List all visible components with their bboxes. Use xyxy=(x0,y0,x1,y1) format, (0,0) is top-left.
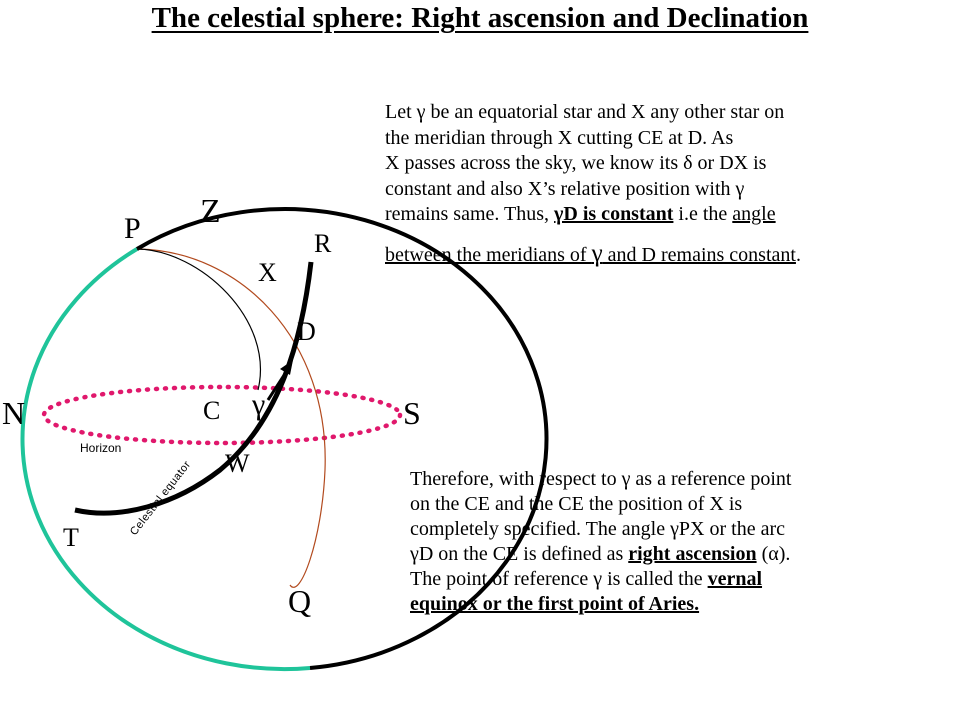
meridian-through-x xyxy=(137,249,260,390)
label-n: N xyxy=(2,395,26,431)
label-d: D xyxy=(297,317,316,346)
p2-line-2: on the CE and the CE the position of X is xyxy=(410,493,743,515)
label-gamma: γ xyxy=(252,388,266,421)
p2-line-3: completely specified. The angle γPX or the arc xyxy=(410,518,785,540)
right-ascension-term: right ascension xyxy=(628,543,757,565)
label-t: T xyxy=(63,523,79,552)
sphere-outline-green xyxy=(22,249,310,669)
label-x: X xyxy=(258,258,277,287)
horizon-circle xyxy=(44,387,400,443)
p2-line-1: Therefore, with respect to γ as a reference point xyxy=(410,468,792,490)
p1-line-2: the meridian through X cutting CE at D. As xyxy=(385,126,734,149)
p2-line-6: equinox or the first point of Aries. xyxy=(410,593,700,615)
label-c: C xyxy=(203,396,221,425)
p1-line-3: X passes across the sky, we know its δ or DX is xyxy=(385,152,767,174)
p1-line-1: Let γ be an equatorial star and X any other star on xyxy=(385,101,785,123)
label-celestial-equator: Celestial equator xyxy=(127,458,194,538)
label-w: W xyxy=(225,449,250,478)
label-s: S xyxy=(403,395,421,431)
label-q: Q xyxy=(288,583,312,619)
paragraph-right-ascension xyxy=(410,467,791,617)
page-title: The celestial sphere: Right ascension and Declination xyxy=(151,2,809,34)
p2-line-5: The point of reference γ is called the vernal xyxy=(410,568,763,590)
p1-line-5: remains same. Thus, γD is constant i.e the angle xyxy=(385,203,776,225)
p1-line-4: constant and also X’s relative position with γ xyxy=(385,177,745,200)
p2-line-4: γD on the CE is defined as right ascension (α). xyxy=(410,543,791,565)
gamma-arrowhead xyxy=(280,360,293,375)
label-horizon: Horizon xyxy=(80,441,122,455)
label-r: R xyxy=(314,229,332,258)
paragraph-definition: Let γ be an equatorial star and X any other star on the meridian through X cutting CE at D. As X passes across the sky, we know its δ or DX is constant and also X’s relative position with γ remains same. Thus, γD is constant i.e the angle between the meridians of γ and D remains constant. xyxy=(385,101,801,267)
label-z: Z xyxy=(200,193,221,230)
meridian-through-gamma xyxy=(137,249,325,587)
label-p: P xyxy=(124,212,141,245)
gamma-d-constant: γD is constant xyxy=(554,203,674,225)
p1-line-6: between the meridians of γ and D remains constant xyxy=(385,239,796,267)
